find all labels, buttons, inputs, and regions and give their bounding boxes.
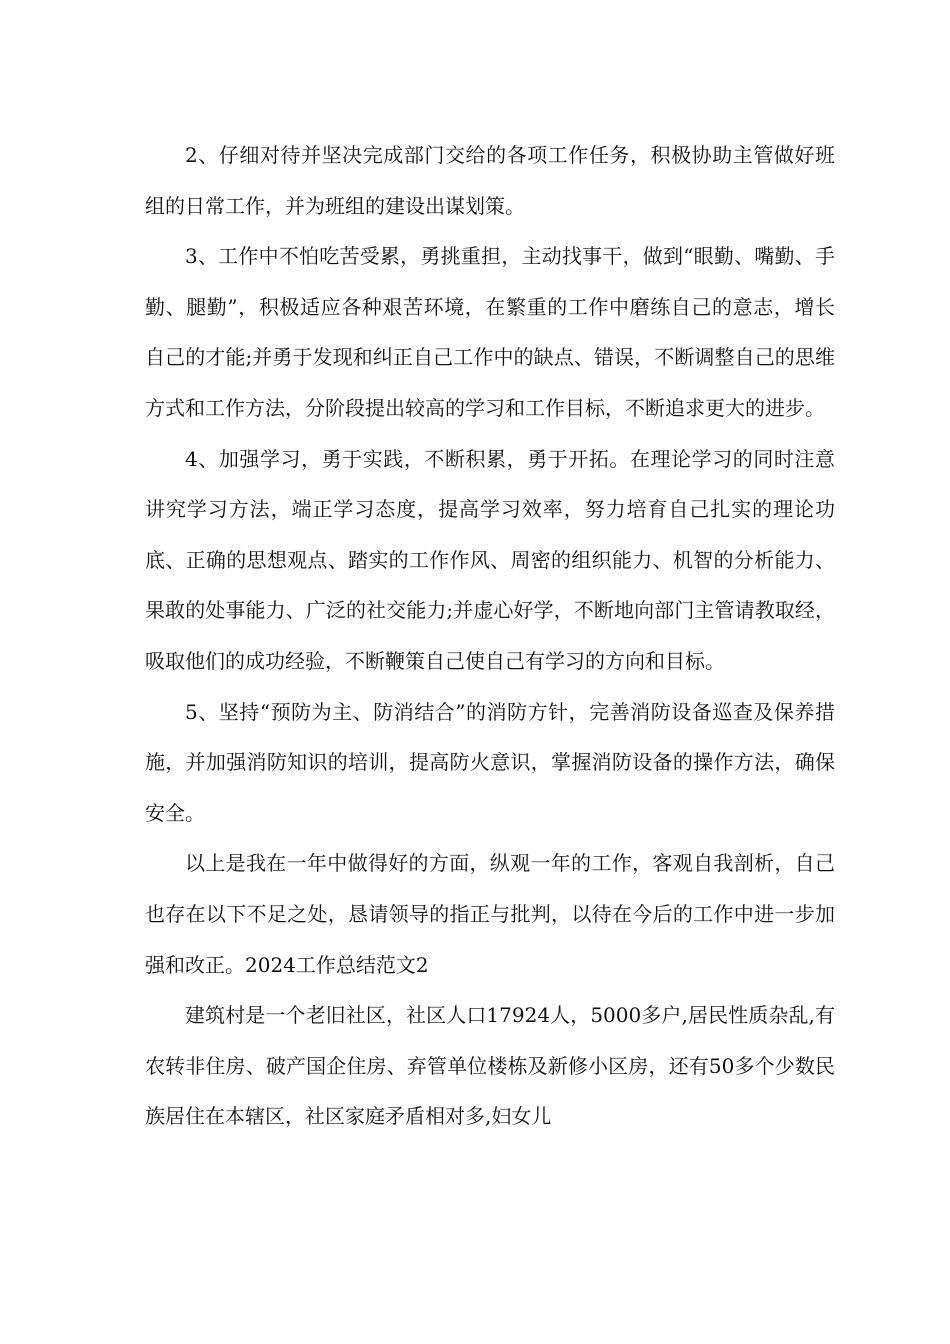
paragraph-summary: 以上是我在一年中做得好的方面，纵观一年的工作，客观自我剖析，自己也存在以下不足之处，恳请领导的指正与批判，以待在今后的工作中进一步加强和改正。2024工作总结范文2 [145,851,835,977]
paragraph-item-2: 2、仔细对待并坚决完成部门交给的各项工作任务，积极协助主管做好班组的日常工作，并为班组的建设出谋划策。 [145,143,835,218]
paragraph-item-3: 3、工作中不怕吃苦受累，勇挑重担，主动找事干，做到“眼勤、嘴勤、手勤、腿勤”，积极适应各种艰苦环境，在繁重的工作中磨练自己的意志，增长自己的才能;并勇于发现和纠正自己工作中的缺点、错误，不断调整自己的思维方式和工作方法，分阶段提出较高的学习和工作目标，不断追求更大的进步。 [145,244,835,420]
paragraph-item-4: 4、加强学习，勇于实践，不断积累，勇于开拓。在理论学习的同时注意讲究学习方法，端正学习态度，提高学习效率，努力培育自己扎实的理论功底、正确的思想观点、踏实的工作作风、周密的组织能力、机智的分析能力、果敢的处事能力、广泛的社交能力;并虚心好学，不断地向部门主管请教取经，吸取他们的成功经验，不断鞭策自己使自己有学习的方向和目标。 [145,446,835,673]
paragraph-item-5: 5、坚持“预防为主、防消结合”的消防方针，完善消防设备巡查及保养措施，并加强消防知识的培训，提高防火意识，掌握消防设备的操作方法，确保安全。 [145,699,835,825]
paragraph-community-intro: 建筑村是一个老旧社区，社区人口17924人，5000多户,居民性质杂乱,有农转非住房、破产国企住房、弃管单位楼栋及新修小区房，还有50多个少数民族居住在本辖区，社区家庭矛盾相对多,妇女儿 [145,1003,835,1129]
document-body [145,130,835,1142]
